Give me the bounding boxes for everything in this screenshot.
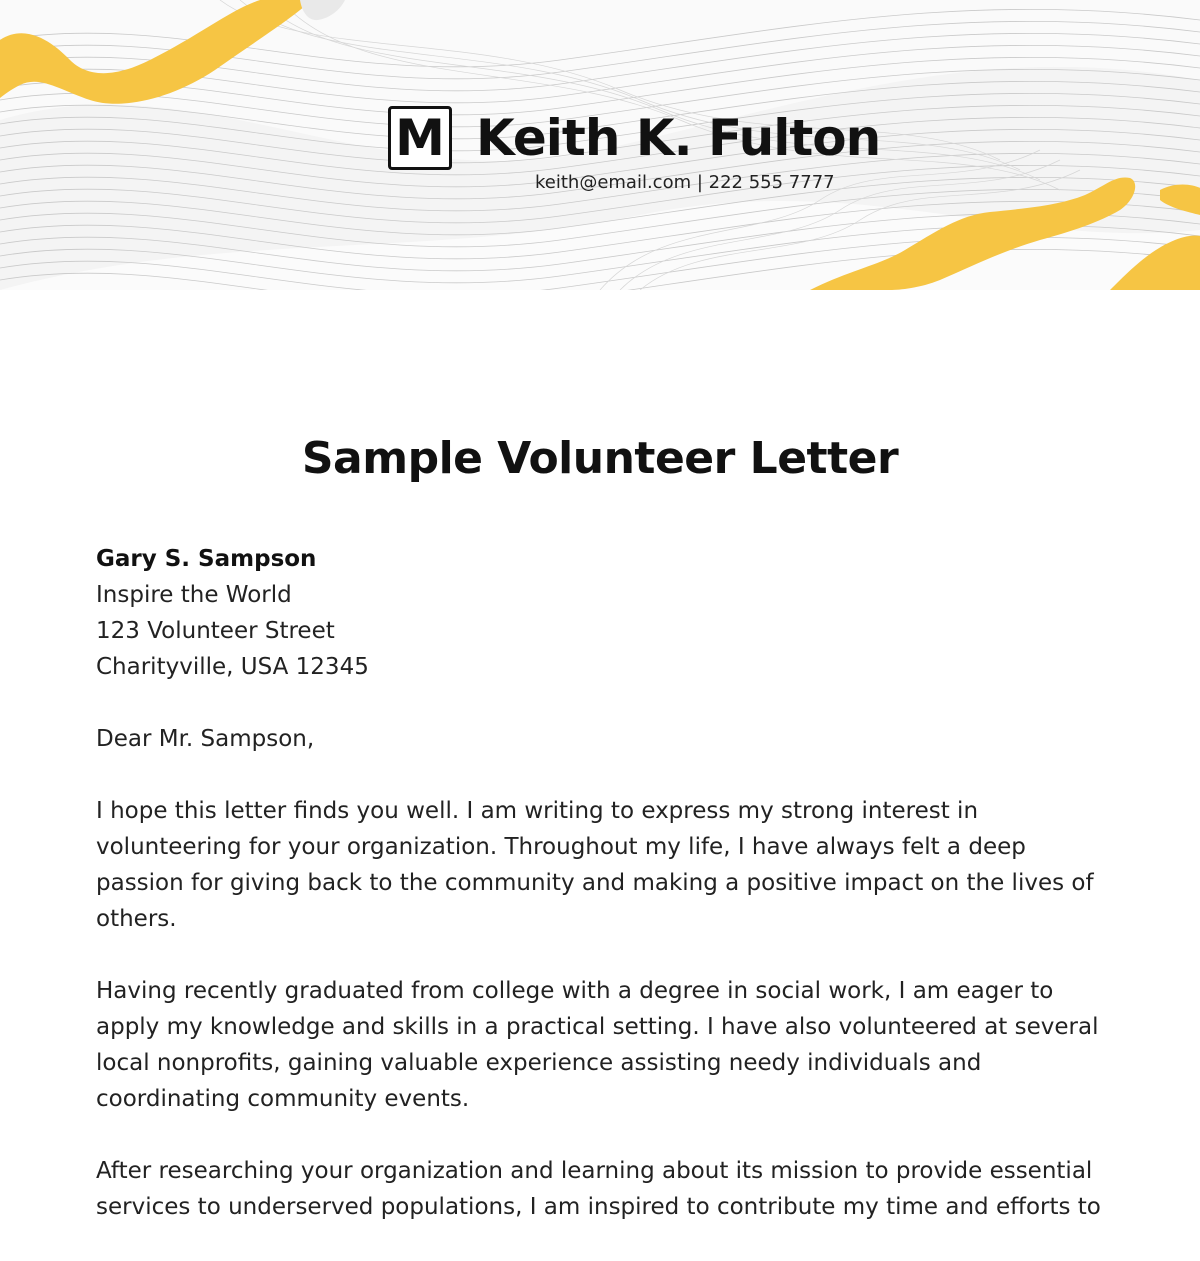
paragraph: Having recently graduated from college with a degree in social work, I am eager to apply my knowledge and skills in a practical setting. I have also volunteered at several local nonprofits, gaining valuable experience assisting needy individuals and coordinating community events.	[96, 978, 1099, 1112]
letter-body	[96, 541, 1106, 1261]
logo-letter: M	[395, 109, 445, 167]
sender-contact: keith@email.com | 222 555 7777	[535, 172, 835, 193]
paragraph: I hope this letter finds you well. I am writing to express my strong interest in volunteering for your organization. Throughout my life, I have always felt a deep passion for giving back to the community and making a positive impact on the lives of others.	[96, 798, 1094, 932]
document-title: Sample Volunteer Letter	[301, 433, 899, 485]
recipient-name: Gary S. Sampson	[96, 546, 317, 572]
brand	[388, 103, 880, 173]
recipient-city: Charityville, USA 12345	[96, 654, 369, 680]
logo	[388, 106, 452, 170]
recipient-address	[96, 541, 1106, 685]
sender-name: Keith K. Fulton	[476, 109, 881, 167]
salutation: Dear Mr. Sampson,	[96, 726, 315, 752]
paragraph: After researching your organization and learning about its mission to provide essential services to underserved populations, I am inspired to contribute my time and efforts to	[96, 1158, 1101, 1220]
recipient-street: 123 Volunteer Street	[96, 618, 335, 644]
recipient-organization: Inspire the World	[96, 582, 292, 608]
letterhead	[0, 0, 1200, 290]
